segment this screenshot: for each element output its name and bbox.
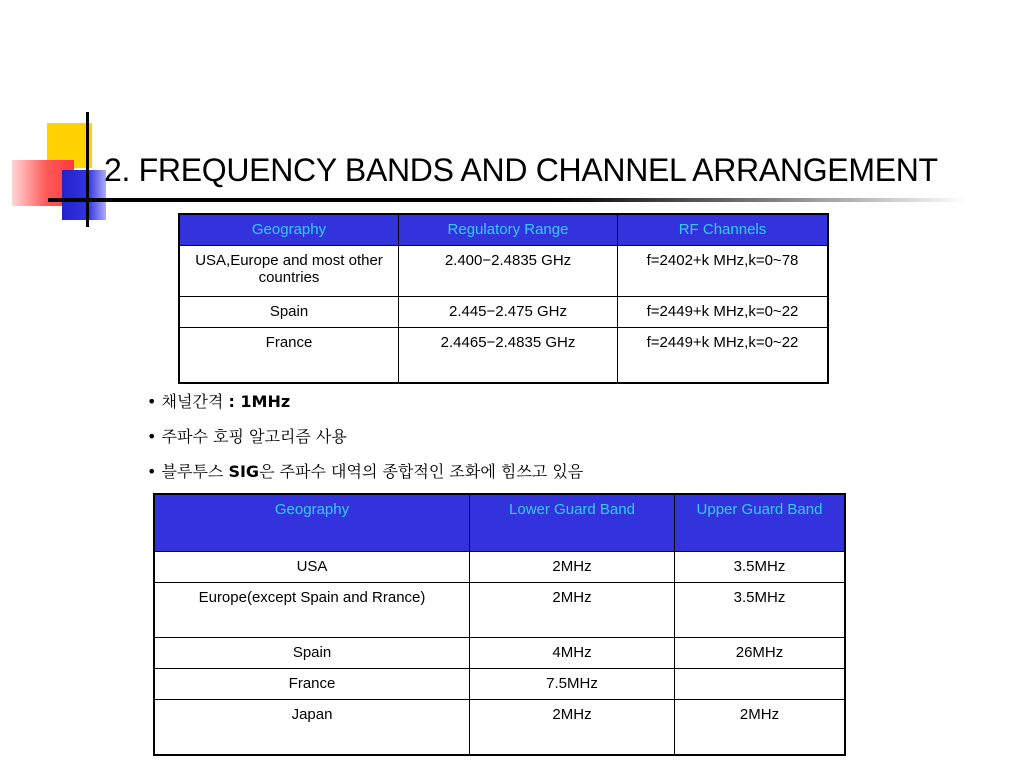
cell-channels: f=2449+k MHz,k=0~22 — [618, 328, 829, 384]
cell-lower: 7.5MHz — [470, 669, 675, 700]
table-row — [179, 246, 828, 297]
table-row — [154, 583, 845, 638]
bullet-marker: • — [147, 392, 157, 411]
logo-blue-square — [62, 170, 106, 220]
cell-range: 2.400−2.4835 GHz — [399, 246, 618, 297]
bullet-bold-text: : 1MHz — [228, 392, 291, 411]
bullet-text-rest: 은 주파수 대역의 종합적인 조화에 힘쓰고 있음 — [259, 462, 584, 481]
title-underline — [48, 198, 968, 202]
cell-lower: 2MHz — [470, 583, 675, 638]
guard-band-table — [153, 493, 846, 756]
table-header-row — [179, 214, 828, 246]
header-geography: Geography — [154, 494, 470, 552]
cell-geography: Japan — [154, 700, 470, 756]
logo-vertical-line — [86, 112, 89, 227]
cell-geography: USA,Europe and most other countries — [179, 246, 399, 297]
table-row — [154, 552, 845, 583]
bullet-channel-spacing — [147, 390, 583, 425]
cell-upper: 2MHz — [675, 700, 846, 756]
bullet-text: 블루투스 — [161, 462, 224, 481]
cell-geography: Spain — [154, 638, 470, 669]
bullet-text: 주파수 호핑 알고리즘 사용 — [161, 427, 347, 446]
table-row — [179, 297, 828, 328]
cell-lower: 4MHz — [470, 638, 675, 669]
cell-range: 2.445−2.475 GHz — [399, 297, 618, 328]
cell-geography: USA — [154, 552, 470, 583]
header-lower-guard-band: Lower Guard Band — [470, 494, 675, 552]
cell-channels: f=2449+k MHz,k=0~22 — [618, 297, 829, 328]
cell-geography: Europe(except Spain and Rrance) — [154, 583, 470, 638]
header-rf-channels: RF Channels — [618, 214, 829, 246]
header-regulatory-range: Regulatory Range — [399, 214, 618, 246]
cell-upper: 26MHz — [675, 638, 846, 669]
bullet-hopping — [147, 425, 583, 460]
cell-range: 2.4465−2.4835 GHz — [399, 328, 618, 384]
bullet-sig — [147, 460, 583, 495]
table-row — [154, 638, 845, 669]
cell-channels: f=2402+k MHz,k=0~78 — [618, 246, 829, 297]
header-geography: Geography — [179, 214, 399, 246]
cell-upper: 3.5MHz — [675, 583, 846, 638]
cell-geography: France — [179, 328, 399, 384]
bullet-marker: • — [147, 462, 157, 481]
bullet-marker: • — [147, 427, 157, 446]
slide-title: 2. FREQUENCY BANDS AND CHANNEL ARRANGEMENT — [104, 152, 938, 188]
cell-geography: France — [154, 669, 470, 700]
cell-upper — [675, 669, 846, 700]
table-row — [154, 669, 845, 700]
table-header-row — [154, 494, 845, 552]
table-row — [179, 328, 828, 384]
cell-lower: 2MHz — [470, 700, 675, 756]
bullet-text: 채널간격 — [161, 392, 224, 411]
bullet-bold-text: SIG — [228, 462, 260, 481]
table-row — [154, 700, 845, 756]
cell-geography: Spain — [179, 297, 399, 328]
cell-lower: 2MHz — [470, 552, 675, 583]
cell-upper: 3.5MHz — [675, 552, 846, 583]
header-upper-guard-band: Upper Guard Band — [675, 494, 846, 552]
bullet-list — [147, 390, 583, 495]
regulatory-range-table — [178, 213, 829, 384]
